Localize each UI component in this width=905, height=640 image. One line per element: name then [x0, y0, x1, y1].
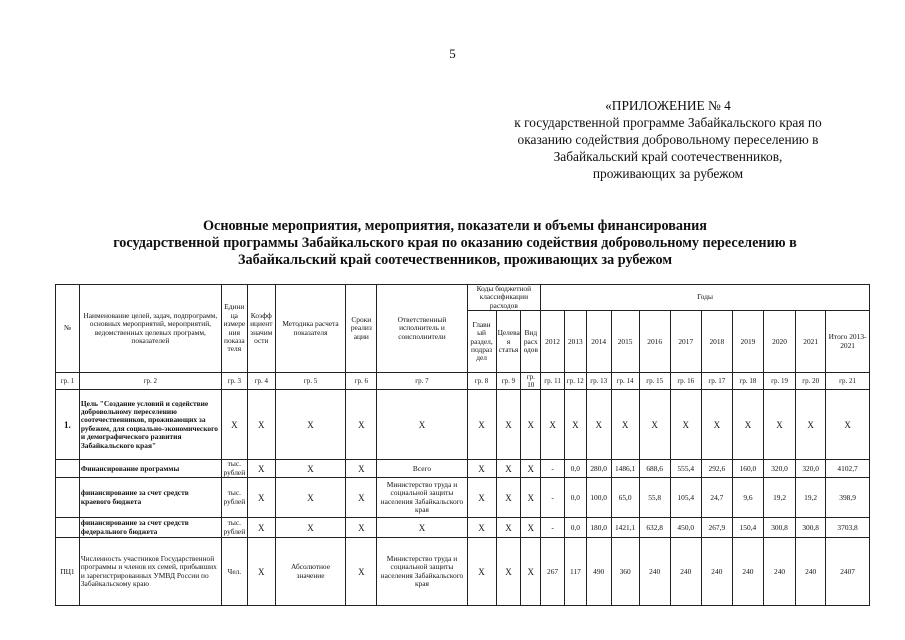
page-number: 5 — [449, 46, 456, 61]
row-name: Цель "Создание условий и содействие добровольному переселению соотечественников, проживающих за рубежом, для социально-экономического и демографического развития Забайкальского края" — [79, 390, 221, 460]
row-year-value: 19,2 — [796, 478, 826, 518]
row-year-value: 688,6 — [639, 460, 670, 478]
row-terms: X — [346, 460, 377, 478]
row-unit: тыс. рублей — [221, 460, 247, 478]
document-title — [40, 218, 870, 269]
row-code: X — [496, 538, 521, 606]
header-code-type: Вид расх одов — [521, 311, 541, 373]
header-unit: Едини ца измере ния показа теля — [221, 285, 247, 373]
row-code: X — [521, 518, 541, 538]
header-year: 2020 — [763, 311, 795, 373]
row-year-value: 4102,7 — [826, 460, 870, 478]
group-number: гр. 6 — [346, 373, 377, 390]
group-number: гр. 3 — [221, 373, 247, 390]
row-year-value: 267,9 — [701, 518, 732, 538]
row-year-value: - — [541, 478, 565, 518]
row-year-value: 9,6 — [732, 478, 763, 518]
group-number: гр. 4 — [247, 373, 275, 390]
header-responsible: Ответственный исполнитель и соисполнители — [377, 285, 467, 373]
row-year-value: 105,4 — [670, 478, 701, 518]
row-num — [56, 518, 80, 538]
title-line: государственной программы Забайкальского края по оказанию содействия добровольному переселению в — [113, 235, 797, 251]
row-name: финансирование за счет средств федерального бюджета — [79, 518, 221, 538]
header-code-target: Целева я статья — [496, 311, 521, 373]
row-year-value: 0,0 — [564, 478, 586, 518]
row-code: X — [467, 460, 496, 478]
row-coef: X — [247, 390, 275, 460]
row-terms: X — [346, 518, 377, 538]
header-year: 2018 — [701, 311, 732, 373]
row-num: 1. — [56, 390, 80, 460]
header-num: № — [56, 285, 80, 373]
header-year: 2015 — [611, 311, 639, 373]
group-number: гр. 5 — [275, 373, 346, 390]
row-year-value: 398,9 — [826, 478, 870, 518]
row-code: X — [496, 518, 521, 538]
row-year-value: - — [541, 460, 565, 478]
row-year-value: X — [763, 390, 795, 460]
row-year-value: 632,8 — [639, 518, 670, 538]
header-name: Наименование целей, задач, подпрограмм, основных мероприятий, мероприятий, ведомственных целевых программ, показателей — [79, 285, 221, 373]
measures-table — [55, 284, 870, 606]
header-method: Методика расчета показателя — [275, 285, 346, 373]
row-year-value: 240 — [670, 538, 701, 606]
header-coef: Коэфф ициент значим ости — [247, 285, 275, 373]
header-years: Годы — [541, 285, 870, 311]
header-budget-codes: Коды бюджетной классификации расходов — [467, 285, 541, 311]
group-number: гр. 9 — [496, 373, 521, 390]
row-year-value: 0,0 — [564, 518, 586, 538]
row-year-value: X — [670, 390, 701, 460]
row-unit: тыс. рублей — [221, 518, 247, 538]
appendix-line: к государственной программе Забайкальского края по — [514, 115, 822, 130]
row-year-value: 555,4 — [670, 460, 701, 478]
group-number: гр. 2 — [79, 373, 221, 390]
group-number: гр. 19 — [763, 373, 795, 390]
row-year-value: 1421,1 — [611, 518, 639, 538]
row-num: ПЦ1 — [56, 538, 80, 606]
row-year-value: 55,8 — [639, 478, 670, 518]
row-year-value: 117 — [564, 538, 586, 606]
row-year-value: X — [541, 390, 565, 460]
row-coef: X — [247, 478, 275, 518]
row-year-value: 100,0 — [586, 478, 611, 518]
row-num — [56, 478, 80, 518]
group-number: гр. 10 — [521, 373, 541, 390]
row-year-value: 0,0 — [564, 460, 586, 478]
group-number: гр. 21 — [826, 373, 870, 390]
row-terms: X — [346, 478, 377, 518]
group-number: гр. 11 — [541, 373, 565, 390]
row-year-value: 2407 — [826, 538, 870, 606]
row-year-value: 280,0 — [586, 460, 611, 478]
row-method: X — [275, 390, 346, 460]
header-year: 2021 — [796, 311, 826, 373]
row-code: X — [467, 390, 496, 460]
row-unit: тыс. рублей — [221, 478, 247, 518]
group-number: гр. 14 — [611, 373, 639, 390]
row-year-value: 180,0 — [586, 518, 611, 538]
row-name: Численность участников Государственной программы и членов их семей, прибывших и зарегистрированных УМВД России по Забайкальскому краю — [79, 538, 221, 606]
row-code: X — [467, 478, 496, 518]
row-method: Абсолютное значение — [275, 538, 346, 606]
row-year-value: 300,8 — [763, 518, 795, 538]
header-terms: Сроки реализ ации — [346, 285, 377, 373]
row-year-value: 360 — [611, 538, 639, 606]
row-code: X — [496, 390, 521, 460]
title-line: Забайкальский край соотечественников, проживающих за рубежом — [238, 252, 672, 268]
row-responsible: Министерство труда и социальной защиты населения Забайкальского края — [377, 538, 467, 606]
row-year-value: 267 — [541, 538, 565, 606]
row-code: X — [467, 538, 496, 606]
row-method: X — [275, 518, 346, 538]
appendix-line: Забайкальский край соотечественников, — [553, 149, 783, 164]
group-number: гр. 18 — [732, 373, 763, 390]
row-year-value: 292,6 — [701, 460, 732, 478]
row-year-value: 320,0 — [796, 460, 826, 478]
row-coef: X — [247, 518, 275, 538]
row-unit: X — [221, 390, 247, 460]
group-number: гр. 8 — [467, 373, 496, 390]
header-code-section: Главн ый раздел, подраз дел — [467, 311, 496, 373]
group-number: гр. 16 — [670, 373, 701, 390]
row-responsible: Всего — [377, 460, 467, 478]
row-code: X — [496, 478, 521, 518]
row-code: X — [496, 460, 521, 478]
appendix-line: оказанию содействия добровольному переселению в — [517, 132, 819, 147]
row-code: X — [521, 390, 541, 460]
row-num — [56, 460, 80, 478]
row-year-value: X — [732, 390, 763, 460]
row-name: финансирование за счет средств краевого бюджета — [79, 478, 221, 518]
appendix-line: «ПРИЛОЖЕНИЕ № 4 — [605, 98, 731, 113]
row-year-value: 150,4 — [732, 518, 763, 538]
row-year-value: X — [826, 390, 870, 460]
row-year-value: X — [564, 390, 586, 460]
group-number: гр. 17 — [701, 373, 732, 390]
header-year: 2017 — [670, 311, 701, 373]
table-row — [56, 518, 870, 538]
table-row — [56, 538, 870, 606]
row-year-value: X — [796, 390, 826, 460]
row-year-value: X — [611, 390, 639, 460]
appendix-header — [490, 97, 846, 182]
row-year-value: 160,0 — [732, 460, 763, 478]
title-line: Основные мероприятия, мероприятия, показатели и объемы финансирования — [203, 218, 707, 234]
group-number: гр. 15 — [639, 373, 670, 390]
row-year-value: - — [541, 518, 565, 538]
row-year-value: 3703,8 — [826, 518, 870, 538]
header-year: 2019 — [732, 311, 763, 373]
row-year-value: 24,7 — [701, 478, 732, 518]
row-unit: Чел. — [221, 538, 247, 606]
row-year-value: 450,0 — [670, 518, 701, 538]
row-year-value: X — [701, 390, 732, 460]
row-year-value: 1486,1 — [611, 460, 639, 478]
row-year-value: 19,2 — [763, 478, 795, 518]
appendix-line: проживающих за рубежом — [592, 166, 744, 181]
row-year-value: 490 — [586, 538, 611, 606]
row-responsible: X — [377, 518, 467, 538]
row-year-value: 240 — [796, 538, 826, 606]
row-year-value: 320,0 — [763, 460, 795, 478]
row-name: Финансирование программы — [79, 460, 221, 478]
row-terms: X — [346, 390, 377, 460]
header-year: 2014 — [586, 311, 611, 373]
group-number: гр. 13 — [586, 373, 611, 390]
row-year-value: 240 — [763, 538, 795, 606]
table-row — [56, 478, 870, 518]
row-code: X — [521, 538, 541, 606]
row-method: X — [275, 478, 346, 518]
group-number: гр. 12 — [564, 373, 586, 390]
header-year: 2016 — [639, 311, 670, 373]
row-year-value: 300,8 — [796, 518, 826, 538]
row-terms: X — [346, 538, 377, 606]
row-code: X — [521, 478, 541, 518]
row-year-value: 65,0 — [611, 478, 639, 518]
row-coef: X — [247, 538, 275, 606]
row-year-value: 240 — [639, 538, 670, 606]
table-row — [56, 390, 870, 460]
row-year-value: 240 — [732, 538, 763, 606]
row-code: X — [521, 460, 541, 478]
row-coef: X — [247, 460, 275, 478]
header-year: 2012 — [541, 311, 565, 373]
header-year: 2013 — [564, 311, 586, 373]
row-responsible: X — [377, 390, 467, 460]
header-year-total: Итого 2013-2021 — [826, 311, 870, 373]
row-year-value: X — [586, 390, 611, 460]
row-method: X — [275, 460, 346, 478]
group-number: гр. 1 — [56, 373, 80, 390]
row-year-value: 240 — [701, 538, 732, 606]
group-number: гр. 20 — [796, 373, 826, 390]
row-responsible: Министерство труда и социальной защиты населения Забайкальского края — [377, 478, 467, 518]
row-year-value: X — [639, 390, 670, 460]
group-number: гр. 7 — [377, 373, 467, 390]
table-row — [56, 460, 870, 478]
row-code: X — [467, 518, 496, 538]
